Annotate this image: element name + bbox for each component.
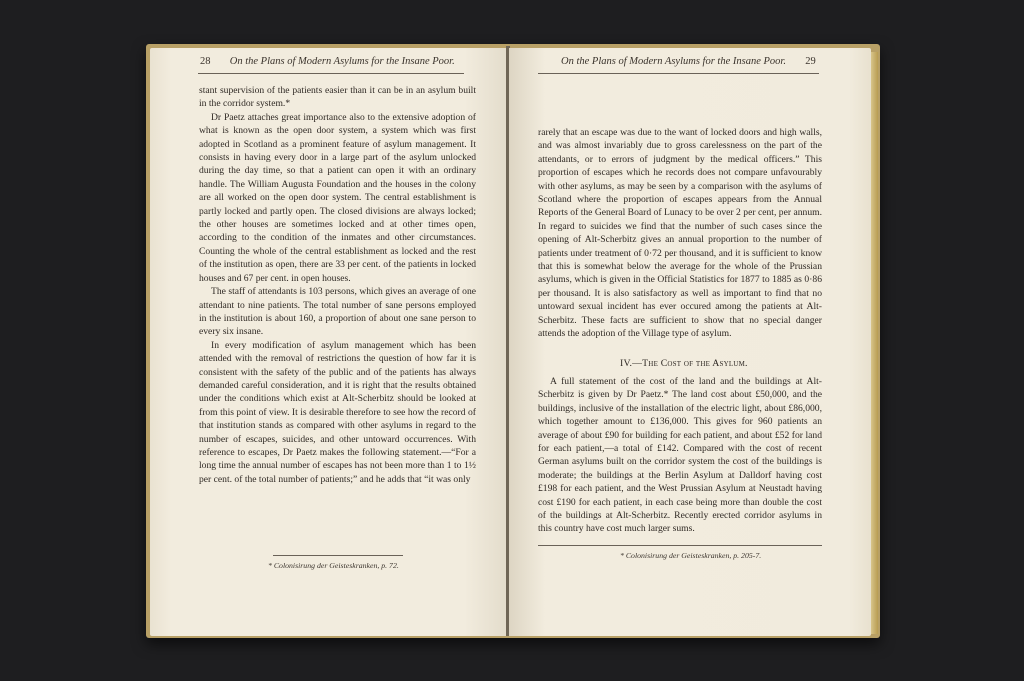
left-page-text: [199, 84, 476, 486]
left-footnote-rule: [273, 555, 403, 556]
right-page-header: [561, 56, 816, 67]
paragraph: rarely that an escape was due to the want of locked doors and high walls, and was almost invariably due to gross carelessness on the part of the attendants, or to errors of judgment by the medical officers.” This proportion of escapes which he records does not compare unfavourably with other asylums, as may be seen by a comparison with the asylums of Scotland where the proportion of escapes appears from the Annual Reports of the General Board of Lunacy to be over 2 per cent, per annum. In regard to suicides we find that the number of such cases since the opening of Alt-Scherbitz gives an annual proportion to the number of patients under treatment of 0·72 per thousand, and it is sufficient to know that this is somewhat below the average for the whole of the Prussian asylums, which is given in the Official Statistics for 1877 to 1885 as 0·86 per thousand. It is also satisfactory as well as important to find that no untoward sexual incident has ever occured among the patients at Alt-Scherbitz. These facts are sufficient to show that no special danger attends the adoption of the Village type of asylum.: [538, 127, 822, 340]
paragraph: A full statement of the cost of the land and the buildings at Alt-Scherbitz is given by Dr Paetz.* The land cost about £50,000, and the buildings, inclusive of the installation of the electric light, about £86,000, which together amount to £136,000. This gives for 960 patients an average of about £90 for building for each patient, and about £52 for land for each patient,—a total of £142. Compared with the cost of recent German asylums built on the corridor system the cost of the buildings is moderate; the buildings at the Berlin Asylum at Dalldorf having cost £198 for each patient, and the West Prussian Asylum at Neustadt having cost £190 for each patient, in each case being more than double the cost of the buildings at Alt-Scherbitz. Recently erected corridor asylums in this country have cost much larger sums.: [538, 376, 822, 535]
section-title: The Cost of the Asylum.: [642, 358, 748, 369]
page-edge: [871, 52, 878, 634]
left-footnote: * Colonisirung der Geisteskranken, p. 72.: [268, 561, 399, 570]
right-running-title: On the Plans of Modern Asylums for the Insane Poor.: [561, 56, 786, 67]
left-page-number: 28: [200, 56, 211, 67]
paragraph: stant supervision of the patients easier than it can be in an asylum built in the corridor system.*: [199, 85, 476, 110]
right-page-number: 29: [805, 56, 816, 67]
right-footnote: * Colonisirung der Geisteskranken, p. 205-7.: [620, 551, 762, 560]
left-page-header: [200, 56, 455, 67]
left-header-rule: [198, 73, 464, 74]
right-page-text: [538, 126, 822, 341]
section-number: IV.—: [620, 358, 643, 369]
right-section-text: [538, 375, 822, 536]
paragraph: Dr Paetz attaches great importance also to the extensive adoption of what is known as the open door system, a system which was first adopted in Scotland as a prominent feature of asylum management. It consists in having every door in a large part of the asylum unlocked during the day time, so that a patient can open it with an ordinary handle. The William Augusta Foundation and the houses in the colony are all worked on the open door system. The central establishment is partly locked and partly open. The closed divisions are always locked; the other houses are sometimes locked and at other times open, according to the condition of the inmates and other circumstances. Counting the whole of the central establishment as locked and the rest of the institution as open, there are 33 per cent. of the patients in locked houses and 67 per cent. in open houses.: [199, 111, 476, 284]
right-header-rule: [538, 73, 819, 74]
right-footnote-rule: [538, 545, 822, 546]
paragraph: In every modification of asylum management which has been attended with the removal of restrictions the question of how far it is consistent with the safety of the public and of the patients has always demanded careful consideration, and it is right that the results obtained under the conditions which exist at Alt-Scherbitz should be looked at from this point of view. It is desirable therefore to see how the record of that institution stands as compared with other asylums in regard to the number of escapes, suicides, and other untoward occurrences. With reference to escapes, Dr Paetz makes the following statement.—“For a long time the annual number of escapes has not been more than 1 to 1½ per cent. of the total number of patients;” and he adds that “it was only: [199, 339, 476, 485]
left-running-title: On the Plans of Modern Asylums for the Insane Poor.: [229, 56, 455, 67]
section-heading: [620, 358, 748, 369]
paragraph: The staff of attendants is 103 persons, which gives an average of one attendant to nine patients. The total number of sane persons employed in the institution is about 160, a proportion of about one sane person to every six insane.: [199, 286, 476, 338]
